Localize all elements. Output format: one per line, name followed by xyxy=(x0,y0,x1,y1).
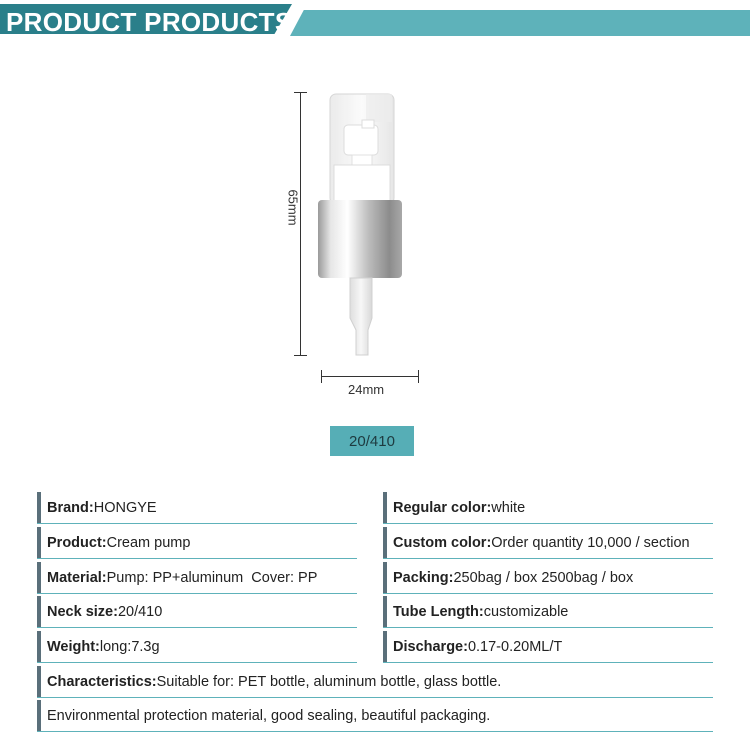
spec-cell-characteristics xyxy=(37,666,713,697)
spec-value: long:7.3g xyxy=(99,638,160,655)
product-illustration xyxy=(270,80,450,400)
spec-label: Discharge: xyxy=(393,638,468,655)
spec-cell-custom-color xyxy=(383,527,713,558)
spec-row xyxy=(37,492,713,523)
spec-value: Cream pump xyxy=(106,534,191,551)
spec-cell-features xyxy=(37,700,713,731)
spec-value: Environmental protection material, good sealing, beautiful packaging. xyxy=(47,707,491,724)
banner-light-band xyxy=(290,10,750,36)
spec-cell-product xyxy=(37,527,357,558)
spec-label: Regular color: xyxy=(393,499,492,516)
spec-value: white xyxy=(491,499,526,516)
spec-value: HONGYE xyxy=(93,499,157,516)
spec-value: customizable xyxy=(483,603,569,620)
spec-label: Material: xyxy=(47,569,107,586)
spec-cell-tube-length xyxy=(383,596,713,627)
spec-value: Suitable for: PET bottle, aluminum bottle, glass bottle. xyxy=(156,673,502,690)
spec-cell-weight xyxy=(37,631,357,662)
spec-value: Pump: PP+aluminum Cover: PP xyxy=(106,569,318,586)
spec-label: Weight: xyxy=(47,638,100,655)
spec-row xyxy=(37,527,713,558)
spec-value: 250bag / box 2500bag / box xyxy=(453,569,634,586)
spec-row xyxy=(37,562,713,593)
spec-label: Tube Length: xyxy=(393,603,484,620)
spec-value: 0.17-0.20ML/T xyxy=(467,638,563,655)
spec-label: Custom color: xyxy=(393,534,492,551)
spec-row xyxy=(37,631,713,662)
spec-label: Product: xyxy=(47,534,107,551)
width-dimension-label: 24mm xyxy=(348,382,385,397)
spec-label: Brand: xyxy=(47,499,94,516)
spec-cell-brand xyxy=(37,492,357,523)
spec-cell-material xyxy=(37,562,357,593)
page-title: PRODUCT PRODUCTS xyxy=(6,7,293,37)
aluminum-collar xyxy=(318,200,402,278)
pump-stem xyxy=(350,278,372,355)
header-banner xyxy=(0,0,750,38)
spec-row-features xyxy=(37,700,713,731)
size-badge: 20/410 xyxy=(330,426,414,456)
pump-actuator xyxy=(344,125,378,155)
width-dimension-right-cap xyxy=(418,370,419,383)
width-dimension-line xyxy=(321,376,418,377)
spec-row xyxy=(37,596,713,627)
height-dimension-label: 65mm xyxy=(285,189,301,226)
spec-row-characteristics xyxy=(37,666,713,697)
spec-cell-discharge xyxy=(383,631,713,662)
spec-label: Packing: xyxy=(393,569,454,586)
spec-value: 20/410 xyxy=(117,603,163,620)
spec-value: Order quantity 10,000 / section xyxy=(491,534,690,551)
spec-cell-regular-color xyxy=(383,492,713,523)
spec-cell-neck-size xyxy=(37,596,357,627)
spec-cell-packing xyxy=(383,562,713,593)
spec-label: Neck size: xyxy=(47,603,118,620)
spec-label: Characteristics: xyxy=(47,673,157,690)
cream-pump-image xyxy=(270,80,450,370)
